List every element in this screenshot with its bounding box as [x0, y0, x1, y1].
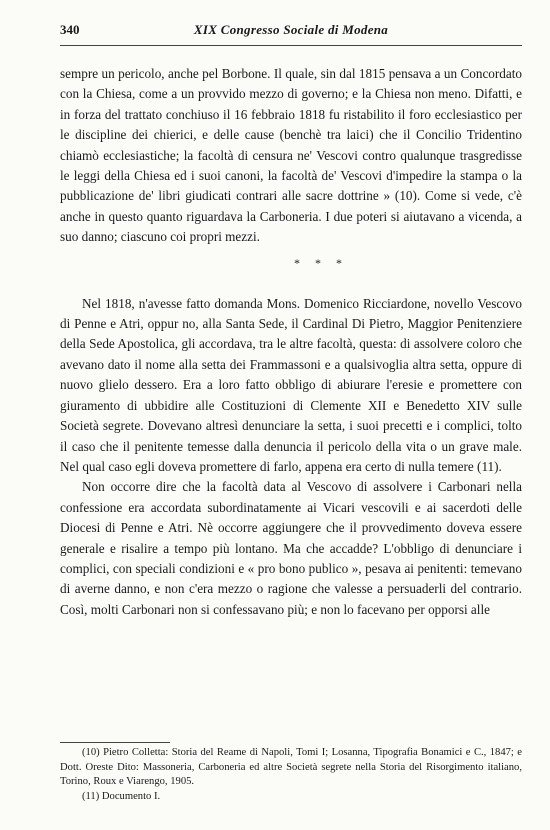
- page-header: [60, 22, 522, 44]
- paragraph: sempre un pericolo, anche pel Borbone. Il quale, sin dal 1815 pensava a un Concordato con la Chiesa, come a un provvido mezzo di governo; e la Chiesa non meno. Difatti, e in forza del trattato conchiuso il 16 febbraio 1818 fu ristabilito il foro ecclesiastico per le discipline dei chierici, e delle cause (benchè tra laici) che il Concilio Tridentino chiamò ecclesiastiche; la facoltà di censura ne' Vescovi contro qualunque trasgredisse le leggi della Chiesa ed i suoi canoni, la facoltà de' Vescovi d'impedire la stampa o la pubblicazione de' libri giudicati contrari alle sacre dottrine » (10). Come si vede, c'è anche in questo quanto riguardava la Carboneria. I due poteri si aiutavano a vicenda, a suo danno; ciascuno coi propri mezzi.: [60, 66, 522, 245]
- header-rule: [60, 45, 522, 46]
- body-text: [60, 64, 522, 620]
- footnote-rule: [60, 742, 170, 743]
- running-head: XIX Congresso Sociale di Modena: [193, 22, 389, 37]
- footnotes: [60, 746, 522, 804]
- section-separator: * * *: [294, 255, 348, 270]
- paragraph: Nel 1818, n'avesse fatto domanda Mons. Domenico Ricciardone, novello Vescovo di Penne e Atri, oppur no, alla Santa Sede, il Cardinal Di Pietro, Maggior Penitenziere della Sede Apostolica, gli accordava, tra le altre facoltà, questa: di assolvere coloro che avevano dato il nome alla setta dei Frammassoni e a qualsivoglia altra setta, oppure di nuovo glielo dessero. Era a loro fatto obbligo di abiurare l'eresie e promettere con giuramento di ubbidire alle Costituzioni di Clemente XII e Benedetto XIV sulle Società segrete. Dovevano altresì denunciare la setta, i suoi precetti e i complici, tolto il caso che il penitente temesse dalla denuncia il pericolo della vita o un grave male. Nel qual caso egli doveva promettere di farlo, appena era certo di nulla temere (11).: [60, 295, 522, 474]
- paragraph: Non occorre dire che la facoltà data al Vescovo di assolvere i Carbonari nella confessione era accordata subordinatamente ai Vicari vescovili e ai sacerdoti delle Diocesi di Penne e Atri. Nè occorre aggiungere che il provvedimento doveva essere generale e risalire a tempo più lontano. Ma che accadde? L'obbligo di denunciare i complici, con speciali condizioni e « pro bono publico », pesava ai penitenti: temevano di averne danno, e non c'era mezzo o ragione che valesse a persuaderli del contrario. Così, molti Carbonari non si confessavano più; e non lo facevano per opporsi alle: [60, 479, 522, 617]
- footnote: (11) Documento I.: [82, 790, 161, 802]
- page-number: 340: [60, 22, 80, 37]
- footnote: (10) Pietro Colletta: Storia del Reame di Napoli, Tomi I; Losanna, Tipografia Bonamici e C., 1847; e Dott. Oreste Dito: Massoneria, Carboneria ed altre Società segrete nella Storia del Risorgimento italiano, Torino, Roux e Viarengo, 1905.: [60, 747, 522, 788]
